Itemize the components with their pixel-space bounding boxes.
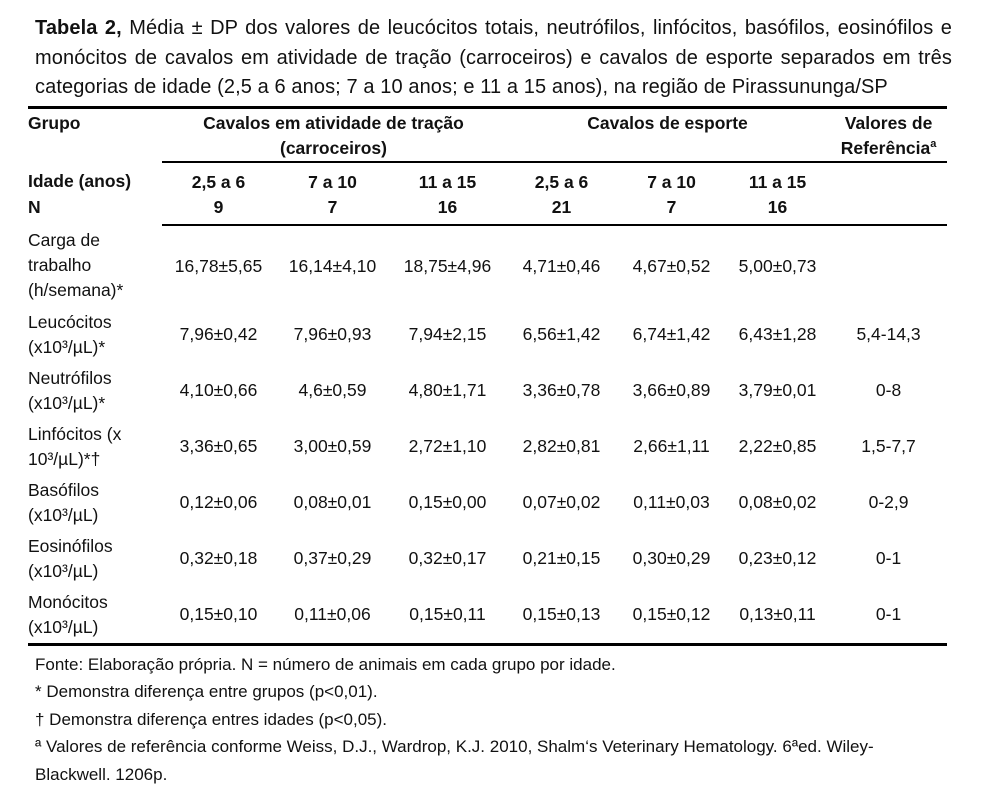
n-cell: 7 [275,195,390,225]
table-caption-text: Média ± DP dos valores de leucócitos totais, neutrófilos, linfócitos, basófilos, eosinófilos e monócitos de cavalos em atividade de tração (carroceiros) e cavalos de esporte separados em três categorias de idade (2,5 a 6 anos; 7 a 10 anos; e 11 a 15 anos), na região de Pirassununga/SP [35,17,952,98]
value-cell: 2,22±0,85 [725,419,830,475]
value-cell: 16,78±5,65 [162,225,275,307]
value-cell: 7,96±0,93 [275,307,390,363]
age-cell: 2,5 a 6 [162,162,275,195]
table-row-lymphocytes [28,419,947,475]
value-cell: 4,6±0,59 [275,363,390,419]
row-label: Eosinófilos (x10³/µL) [28,531,162,587]
table-row-monocytes [28,587,947,645]
table-row-neutrophils [28,363,947,419]
value-cell: 3,79±0,01 [725,363,830,419]
value-cell: 4,67±0,52 [618,225,725,307]
value-cell: 2,66±1,11 [618,419,725,475]
footnote-dagger: † Demonstra diferença entres idades (p<0,05). [35,706,947,734]
value-cell: 4,80±1,71 [390,363,505,419]
reference-cell: 5,4-14,3 [830,307,947,363]
value-cell: 3,66±0,89 [618,363,725,419]
age-cell: 7 a 10 [618,162,725,195]
reference-cell: 0-2,9 [830,475,947,531]
table-caption-number: Tabela 2, [35,17,122,39]
value-cell: 6,43±1,28 [725,307,830,363]
n-cell: 9 [162,195,275,225]
age-cell: 11 a 15 [725,162,830,195]
age-ref-empty-cell [830,162,947,195]
n-cell: 16 [725,195,830,225]
n-cell: 16 [390,195,505,225]
value-cell: 6,74±1,42 [618,307,725,363]
row-label: Linfócitos (x 10³/µL)*† [28,419,162,475]
value-cell: 0,15±0,13 [505,587,618,645]
value-cell: 4,71±0,46 [505,225,618,307]
reference-cell: 0-8 [830,363,947,419]
value-cell: 16,14±4,10 [275,225,390,307]
value-cell: 0,32±0,18 [162,531,275,587]
value-cell: 0,32±0,17 [390,531,505,587]
age-cell: 7 a 10 [275,162,390,195]
group-header-traction: Cavalos em atividade de tração (carroceiros) [162,107,505,162]
footnote-reference-citation: ª Valores de referência conforme Weiss, D.J., Wardrop, K.J. 2010, Shalm‘s Veterinary Hematology. 6ªed. Wiley-Blackwell. 1206p. [35,733,947,788]
table-caption [35,14,952,103]
footnote-asterisk: * Demonstra diferença entre grupos (p<0,01). [35,678,947,706]
row-label: Leucócitos (x10³/µL)* [28,307,162,363]
n-header-row [28,195,947,225]
value-cell: 0,37±0,29 [275,531,390,587]
value-cell: 0,23±0,12 [725,531,830,587]
reference-header-superscript: a [930,138,936,150]
n-ref-empty-cell [830,195,947,225]
value-cell: 18,75±4,96 [390,225,505,307]
reference-cell [830,225,947,307]
group-header-row [28,107,947,162]
row-label: Basófilos (x10³/µL) [28,475,162,531]
table-footnotes [35,651,947,788]
value-cell: 6,56±1,42 [505,307,618,363]
corner-header-grupo: Grupo [28,107,162,162]
value-cell: 0,15±0,11 [390,587,505,645]
age-cell: 11 a 15 [390,162,505,195]
n-row-label: N [28,195,162,225]
value-cell: 3,00±0,59 [275,419,390,475]
value-cell: 0,08±0,01 [275,475,390,531]
value-cell: 0,08±0,02 [725,475,830,531]
table-row-eosinophils [28,531,947,587]
value-cell: 0,30±0,29 [618,531,725,587]
row-label: Neutrófilos (x10³/µL)* [28,363,162,419]
footnote-source: Fonte: Elaboração própria. N = número de animais em cada grupo por idade. [35,651,947,679]
value-cell: 0,15±0,10 [162,587,275,645]
value-cell: 7,94±2,15 [390,307,505,363]
reference-cell: 0-1 [830,531,947,587]
age-header-row [28,162,947,195]
value-cell: 0,15±0,00 [390,475,505,531]
age-cell: 2,5 a 6 [505,162,618,195]
n-cell: 21 [505,195,618,225]
value-cell: 0,12±0,06 [162,475,275,531]
reference-cell: 0-1 [830,587,947,645]
n-cell: 7 [618,195,725,225]
group-header-sport: Cavalos de esporte [505,107,830,162]
value-cell: 7,96±0,42 [162,307,275,363]
age-row-label: Idade (anos) [28,162,162,195]
value-cell: 0,15±0,12 [618,587,725,645]
value-cell: 3,36±0,78 [505,363,618,419]
value-cell: 0,11±0,03 [618,475,725,531]
results-table [28,106,947,646]
reference-header-text: Valores de Referência [841,113,933,158]
value-cell: 2,72±1,10 [390,419,505,475]
value-cell: 0,13±0,11 [725,587,830,645]
table-row-leukocytes [28,307,947,363]
value-cell: 0,07±0,02 [505,475,618,531]
value-cell: 5,00±0,73 [725,225,830,307]
value-cell: 4,10±0,66 [162,363,275,419]
reference-cell: 1,5-7,7 [830,419,947,475]
group-header-reference [830,107,947,162]
value-cell: 3,36±0,65 [162,419,275,475]
row-label: Carga de trabalho (h/semana)* [28,225,162,307]
row-label: Monócitos (x10³/µL) [28,587,162,645]
value-cell: 2,82±0,81 [505,419,618,475]
value-cell: 0,21±0,15 [505,531,618,587]
table-row-workload [28,225,947,307]
value-cell: 0,11±0,06 [275,587,390,645]
table-row-basophils [28,475,947,531]
